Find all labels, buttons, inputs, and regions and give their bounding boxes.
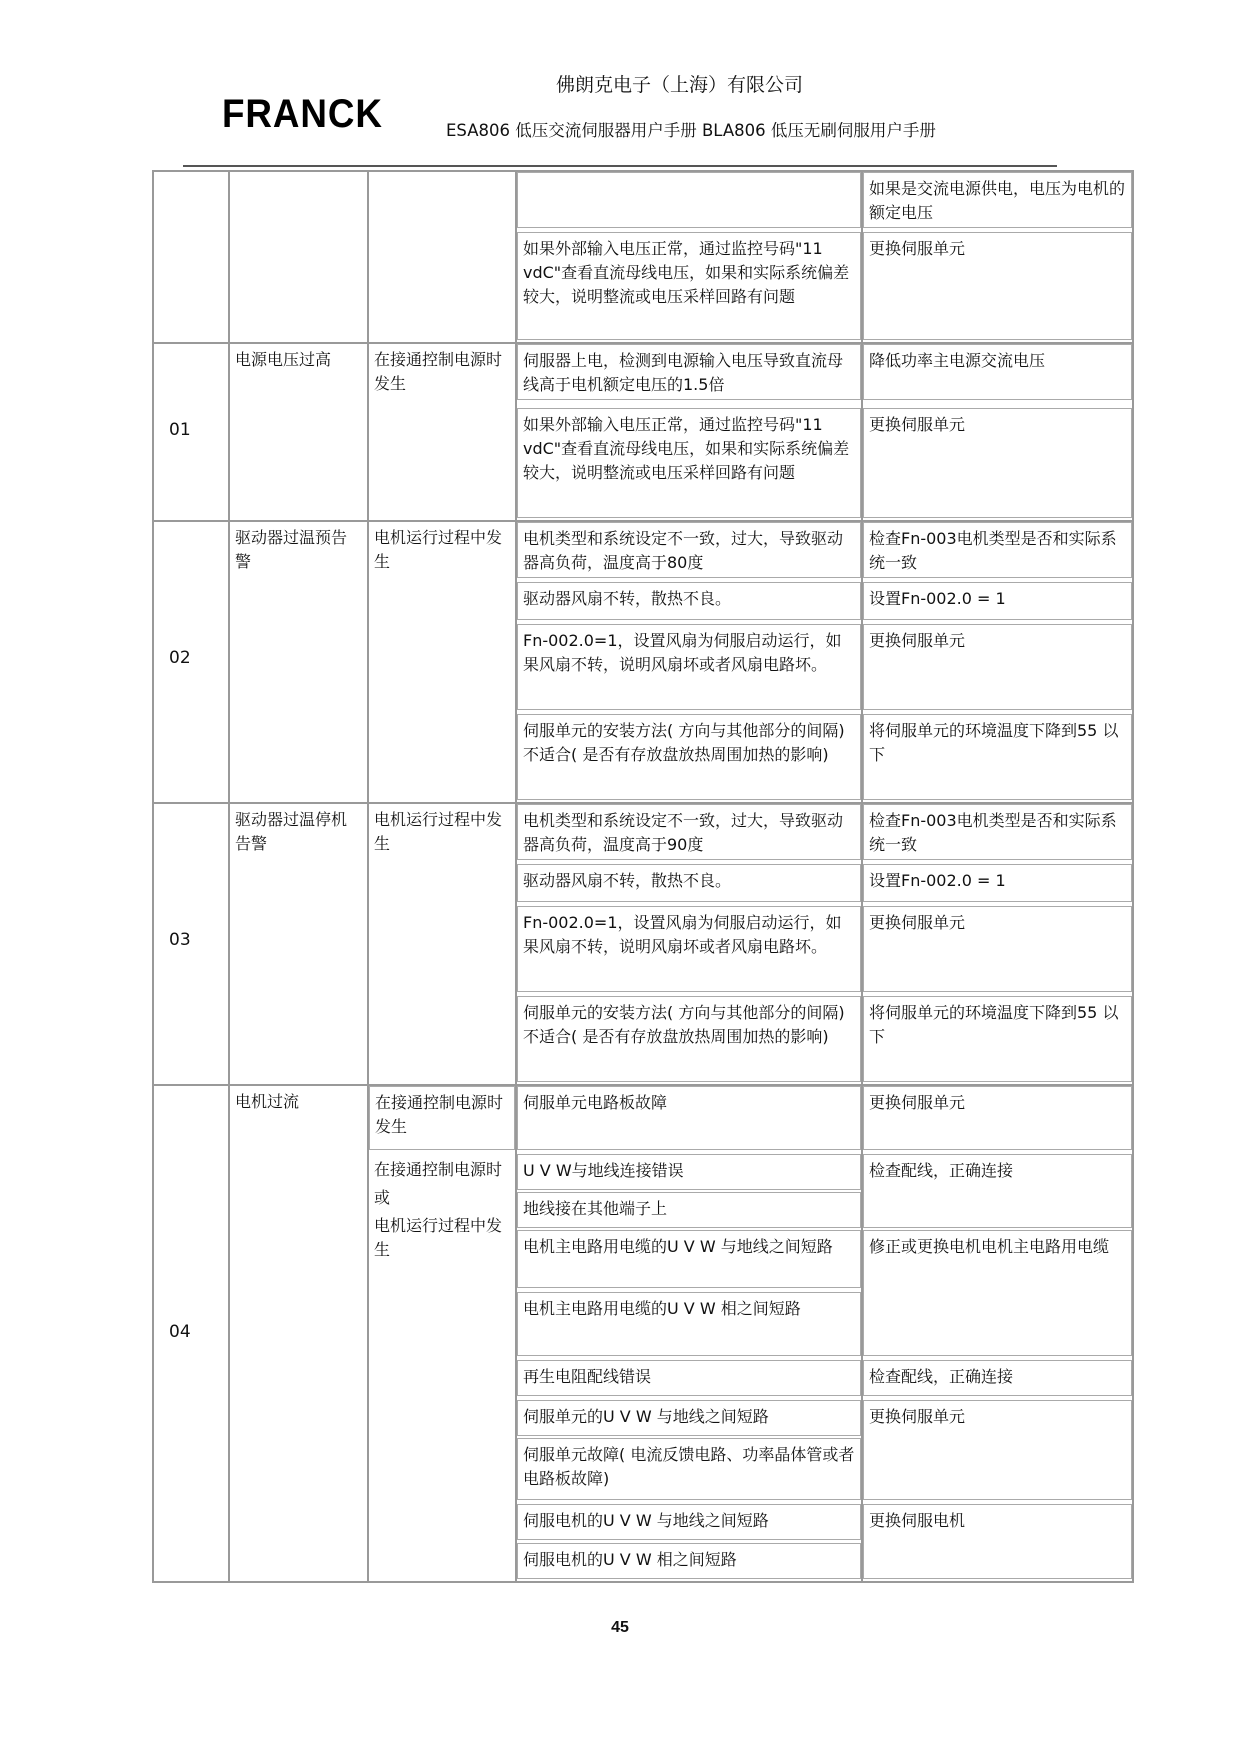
cause-cell: 地线接在其他端子上 xyxy=(517,1192,861,1228)
alarm-table xyxy=(152,170,1134,1583)
page-number: 45 xyxy=(611,1619,629,1636)
cause-cell: 伺服电机的U V W 相之间短路 xyxy=(517,1543,861,1579)
cause-cell: 如果外部输入电压正常，通过监控号码"11 vdC"查看直流母线电压，如果和实际系统偏差较大，说明整流或电压采样回路有问题 xyxy=(517,232,861,340)
header-divider xyxy=(183,165,1057,167)
cause-cell: 驱动器风扇不转，散热不良。 xyxy=(517,864,861,902)
solution-cell: 更换伺服单元 xyxy=(863,1086,1132,1150)
franck-logo: FRANCK xyxy=(222,92,383,136)
cause-cell: 电机主电路用电缆的U V W 相之间短路 xyxy=(517,1292,861,1356)
alarm-condition: 电机运行过程中发生 xyxy=(374,528,503,571)
cause-cell: 伺服单元的安装方法( 方向与其他部分的间隔)不适合( 是否有存放盘放热周围加热的影响) xyxy=(517,996,861,1082)
solution-cell: 设置Fn-002.0 = 1 xyxy=(863,582,1132,620)
alarm-code: 02 xyxy=(169,648,191,668)
cause-cell: 伺服单元的U V W 与地线之间短路 xyxy=(517,1400,861,1436)
solution-cell: 更换伺服电机 xyxy=(863,1504,1132,1579)
alarm-condition-multi xyxy=(369,1154,515,1581)
solution-cell: 更换伺服单元 xyxy=(863,906,1132,992)
solution-cell: 更换伺服单元 xyxy=(863,1400,1132,1500)
alarm-code: 03 xyxy=(169,930,191,950)
alarm-name: 电机过流 xyxy=(235,1092,300,1111)
solution-cell: 修正或更换电机电机主电路用电缆 xyxy=(863,1230,1132,1356)
alarm-name: 驱动器过温停机告警 xyxy=(235,810,348,853)
solution-cell: 检查配线，正确连接 xyxy=(863,1154,1132,1228)
cause-cell: 驱动器风扇不转，散热不良。 xyxy=(517,582,861,620)
alarm-code: 01 xyxy=(169,420,191,440)
solution-cell: 更换伺服单元 xyxy=(863,624,1132,710)
solution-cell: 检查Fn-003电机类型是否和实际系统一致 xyxy=(863,522,1132,578)
solution-cell: 如果是交流电源供电，电压为电机的额定电压 xyxy=(863,172,1132,228)
cause-cell: 伺服单元电路板故障 xyxy=(517,1086,861,1150)
cause-cell: 如果外部输入电压正常，通过监控号码"11 vdC"查看直流母线电压，如果和实际系统偏差较大，说明整流或电压采样回路有问题 xyxy=(517,408,861,518)
cause-cell: 电机主电路用电缆的U V W 与地线之间短路 xyxy=(517,1230,861,1288)
alarm-condition: 在接通控制电源时发生 xyxy=(374,350,503,393)
solution-cell: 降低功率主电源交流电压 xyxy=(863,344,1132,400)
cause-cell: 电机类型和系统设定不一致，过大，导致驱动器高负荷，温度高于90度 xyxy=(517,804,861,860)
solution-cell: 更换伺服单元 xyxy=(863,232,1132,340)
alarm-name: 驱动器过温预告警 xyxy=(235,528,348,571)
cause-cell: 再生电阻配线错误 xyxy=(517,1360,861,1396)
company-name: 佛朗克电子（上海）有限公司 xyxy=(556,74,804,96)
solution-cell: 将伺服单元的环境温度下降到55 以下 xyxy=(863,714,1132,800)
cause-cell: Fn-002.0=1，设置风扇为伺服启动运行，如果风扇不转，说明风扇坏或者风扇电路坏。 xyxy=(517,624,861,710)
cause-cell: 伺服单元的安装方法( 方向与其他部分的间隔)不适合( 是否有存放盘放热周围加热的影响) xyxy=(517,714,861,800)
cause-cell: 伺服单元故障( 电流反馈电路、功率晶体管或者电路板故障) xyxy=(517,1438,861,1500)
condition-line: 在接通控制电源时 xyxy=(374,1160,503,1179)
manual-subtitle: ESA806 低压交流伺服器用户手册 BLA806 低压无刷伺服用户手册 xyxy=(446,121,936,140)
solution-cell: 设置Fn-002.0 = 1 xyxy=(863,864,1132,902)
alarm-condition: 电机运行过程中发生 xyxy=(374,810,503,853)
condition-or: 或 xyxy=(374,1188,391,1207)
solution-cell: 更换伺服单元 xyxy=(863,408,1132,518)
cause-cell: 伺服器上电，检测到电源输入电压导致直流母线高于电机额定电压的1.5倍 xyxy=(517,344,861,400)
cause-cell: 电机类型和系统设定不一致，过大，导致驱动器高负荷，温度高于80度 xyxy=(517,522,861,578)
solution-cell: 检查配线，正确连接 xyxy=(863,1360,1132,1396)
solution-cell: 检查Fn-003电机类型是否和实际系统一致 xyxy=(863,804,1132,860)
alarm-code: 04 xyxy=(169,1322,191,1342)
cause-cell: Fn-002.0=1，设置风扇为伺服启动运行，如果风扇不转，说明风扇坏或者风扇电路坏。 xyxy=(517,906,861,992)
condition-line: 电机运行过程中发生 xyxy=(374,1216,503,1259)
alarm-condition: 在接通控制电源时发生 xyxy=(369,1086,515,1150)
cause-cell: 伺服电机的U V W 与地线之间短路 xyxy=(517,1504,861,1540)
cause-cell xyxy=(517,172,861,228)
solution-cell: 将伺服单元的环境温度下降到55 以下 xyxy=(863,996,1132,1082)
cause-cell: U V W与地线连接错误 xyxy=(517,1154,861,1190)
alarm-name: 电源电压过高 xyxy=(235,350,332,369)
